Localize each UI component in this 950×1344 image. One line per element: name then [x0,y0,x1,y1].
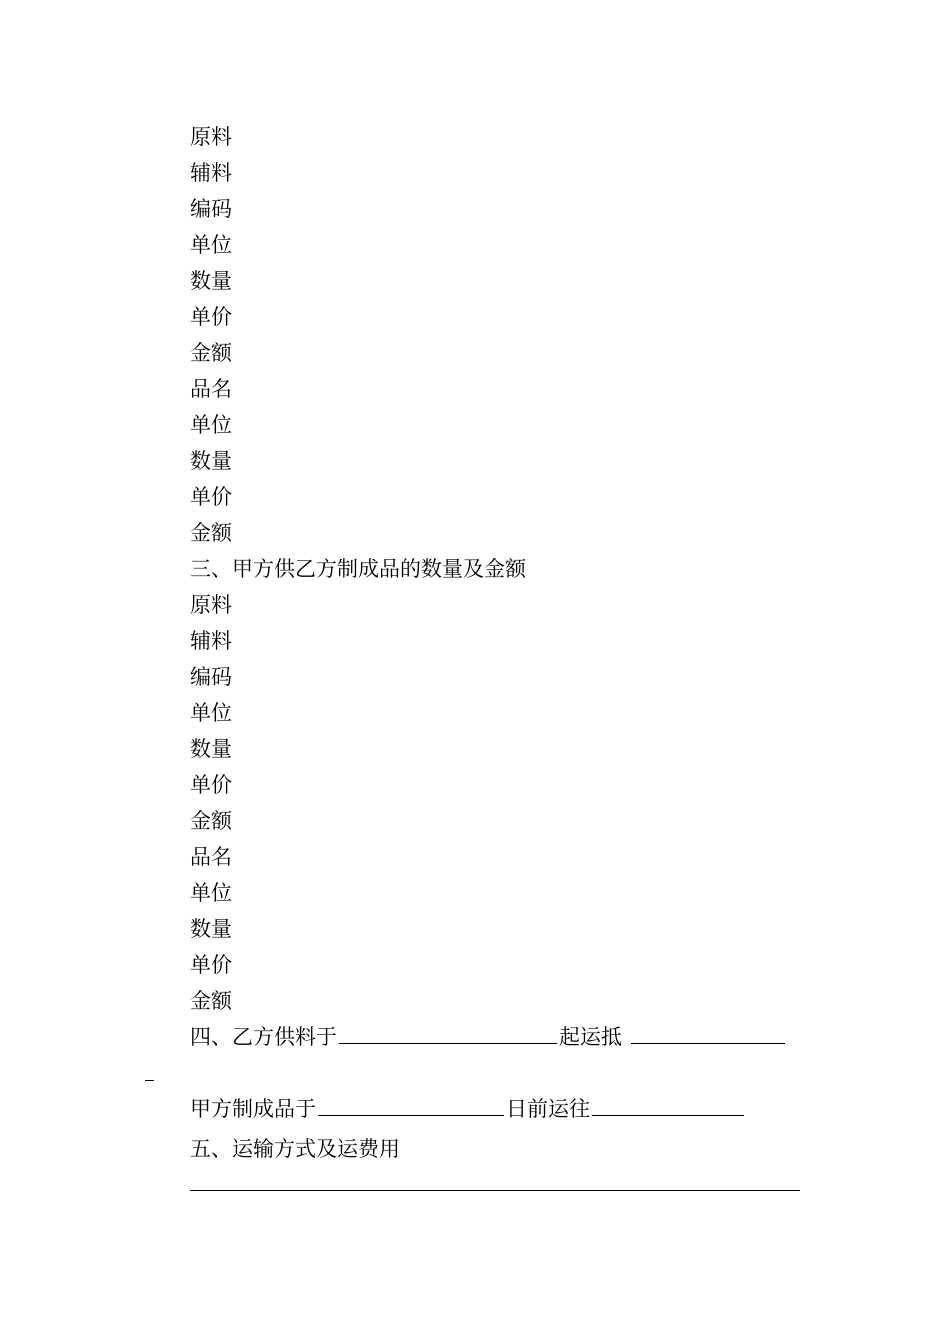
list-item: 单价 [190,773,232,797]
list-item: 单位 [190,233,232,257]
list-item: 品名 [190,845,232,869]
list-item: 单价 [190,485,232,509]
list-item: 金额 [190,809,232,833]
section-4-mid: 起运抵 [559,1025,622,1049]
transport-method-blank[interactable] [190,1190,800,1191]
section-4-line2-mid: 日前运往 [506,1097,590,1121]
list-item: 编码 [190,197,232,221]
wrapped-underline-fragment [145,1080,154,1081]
ship-to-blank[interactable] [592,1093,744,1116]
list-item: 单价 [190,305,232,329]
section-4-line-2 [190,1091,746,1127]
list-item: 原料 [190,593,232,617]
list-item: 数量 [190,737,232,761]
section-3-title: 三、甲方供乙方制成品的数量及金额 [190,557,526,581]
list-item: 数量 [190,449,232,473]
section-4-prefix: 四、乙方供料于 [190,1025,337,1049]
list-item: 金额 [190,341,232,365]
section-4-line2-prefix: 甲方制成品于 [190,1097,316,1121]
list-item: 金额 [190,989,232,1013]
list-item: 品名 [190,377,232,401]
list-item: 编码 [190,665,232,689]
list-item: 金额 [190,521,232,545]
list-item: 原料 [190,125,232,149]
list-item: 数量 [190,269,232,293]
list-item: 辅料 [190,629,232,653]
list-item: 单位 [190,881,232,905]
destination-blank[interactable] [631,1021,785,1044]
list-item: 辅料 [190,161,232,185]
list-item: 单位 [190,701,232,725]
list-item: 数量 [190,917,232,941]
product-date-blank[interactable] [318,1093,504,1116]
section-4-line-1 [190,1019,787,1055]
list-item: 单位 [190,413,232,437]
list-item: 单价 [190,953,232,977]
section-5-title: 五、运输方式及运费用 [190,1137,400,1161]
supply-date-blank[interactable] [339,1021,557,1044]
